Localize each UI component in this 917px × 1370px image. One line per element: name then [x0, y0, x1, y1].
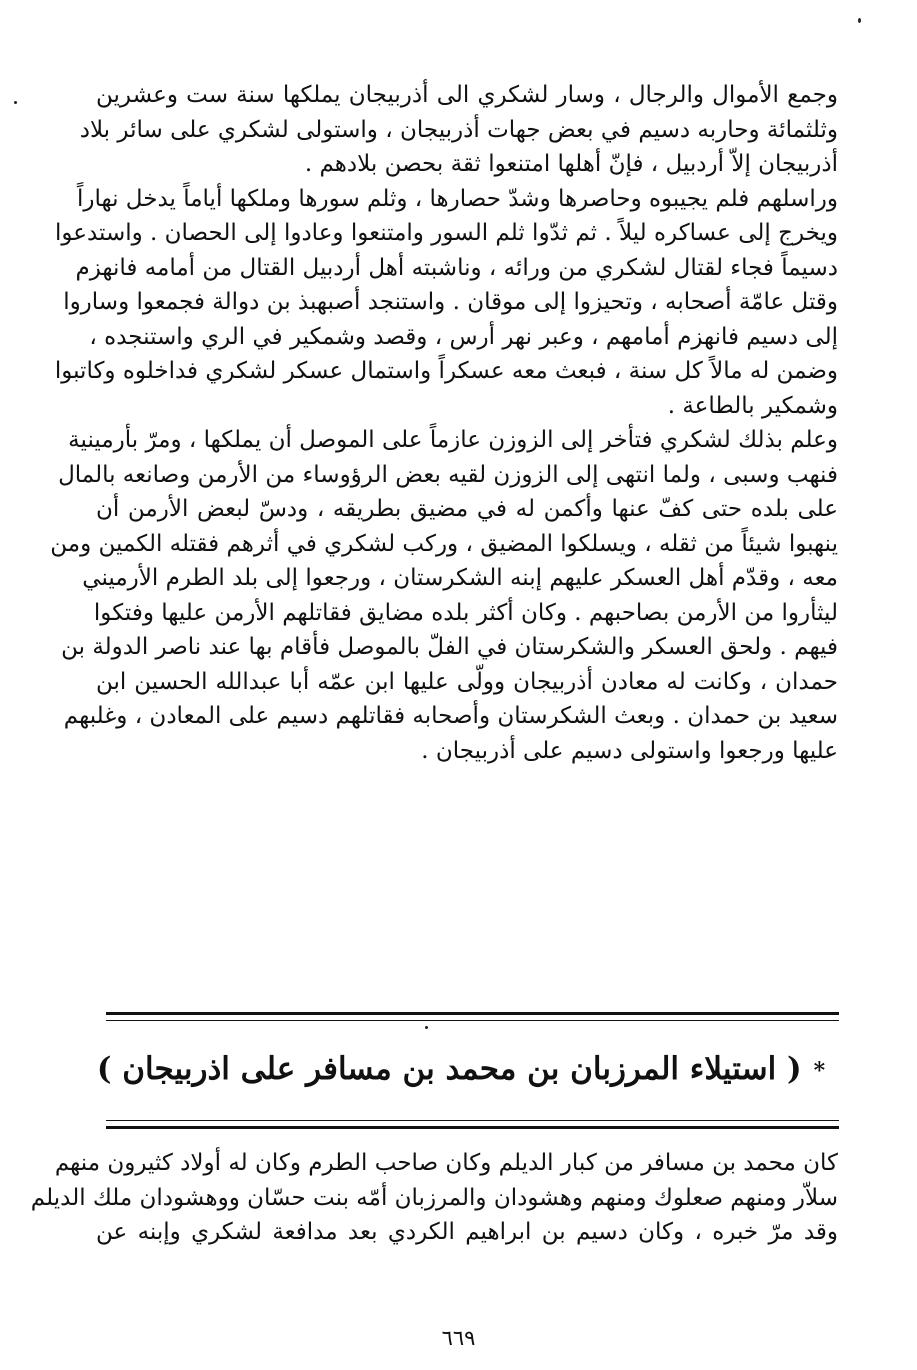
section-heading — [96, 1044, 838, 1094]
text-line: وجمع الأموال والرجال ، وسار لشكري الى أذربيجان يملكها سنة ست وعشرين — [96, 82, 838, 108]
rule-thick — [106, 1012, 839, 1015]
text-line: ليثأروا من الأرمن بصاحبهم . وكان أكثر بلده مضايق فقاتلهم الأرمن عليها وفتكوا — [93, 599, 838, 626]
text-line: دسيماً فجاء لقتال لشكري من ورائه ، وناشبته أهل أردبيل القتال من أمامه فانهزم — [75, 254, 838, 281]
text-line: وراسلهم فلم يجيبوه وحاصرها وشدّ حصارها ، وثلم سورها وملكها أياماً يدخل نهاراً — [76, 185, 838, 212]
paragraph — [54, 182, 838, 424]
heading-title: ( استيلاء المرزبان بن محمد بن مسافر على اذربيجان ) — [96, 1051, 802, 1087]
ink-speck — [14, 101, 17, 104]
paragraph — [79, 78, 838, 182]
page-number: ٦٦٩ — [441, 1326, 476, 1350]
text-line: سعيد بن حمدان . وبعث الشكرستان وأصحابه فقاتلهم دسيم على المعادن ، وغلبهم — [63, 703, 838, 729]
paragraph — [50, 423, 838, 768]
text-line: وقتل عامّة أصحابه ، وتحيزوا إلى موقان . واستنجد أصبهبذ بن دوالة فجمعوا وساروا — [63, 289, 838, 315]
text-line: وثلثمائة وحاربه دسيم في بعض جهات أذربيجان ، واستولى لشكري على سائر بلاد — [79, 116, 838, 143]
rule-thin — [106, 1020, 839, 1021]
text-line: وضمن له مالاً كل سنة ، فبعث معه عسكراً واستمال عسكر لشكري فداخلوه وكاتبوا — [54, 358, 838, 384]
text-line: وقد مرّ خبره ، وكان دسيم بن ابراهيم الكردي بعد مدافعة لشكري وإبنه عن — [96, 1219, 838, 1245]
ink-speck — [858, 18, 861, 23]
text-line: ويخرج إلى عساكره ليلاً . ثم ثدّوا ثلم السور وامتنعوا وعادوا إلى الحصان . واستدعوا — [54, 220, 838, 246]
text-line: ينهبوا شيئاً من ثقله ، ويسلكوا المضيق ، وركب لشكري في أثرهم فقتله الكمين ومن — [50, 530, 838, 557]
text-line: فنهب وسبى ، ولما انتهى إلى الزوزن لقيه بعض الرؤوساء من الأرمن وصانعه بالمال — [58, 461, 838, 488]
text-line: وعلم بذلك لشكري فتأخر إلى الزوزن عازماً على الموصل أن يملكها ، ومرّ بأرمينية — [68, 427, 838, 453]
text-line: وشمكير بالطاعة . — [667, 392, 838, 419]
text-line: فيهم . ولحق العسكر والشكرستان في الفلّ بالموصل فأقام بها عند ناصر الدولة بن — [61, 634, 838, 660]
text-line: حمدان ، وكانت له معادن أذربيجان وولّى عليها ابن عمّه أبا عبدالله الحسين ابن — [96, 668, 838, 695]
text-line: أذربيجان إلاّ أردبيل ، فإنّ أهلها امتنعوا ثقة بحصن بلادهم . — [304, 151, 838, 177]
rule-thin — [106, 1120, 839, 1121]
text-line: عليها ورجعوا واستولى دسيم على أذربيجان . — [421, 737, 838, 764]
paragraph — [30, 1146, 838, 1250]
ink-speck — [425, 1026, 428, 1029]
main-text-block — [50, 78, 838, 768]
text-line: على بلده حتى كفّ عنها وأكمن له في مضيق بطريقه ، ودسّ لبعض الأرمن أن — [96, 496, 838, 522]
star-icon: * — [813, 1057, 826, 1084]
rule-thick — [106, 1126, 839, 1129]
section-text-block — [30, 1146, 838, 1250]
text-line: إلى دسيم فانهزم أمامهم ، وعبر نهر أرس ، وقصد وشمكير في الري واستنجده ، — [89, 323, 838, 350]
text-line: معه ، وقدّم أهل العسكر عليهم إبنه الشكرستان ، ورجعوا إلى بلد الطرم الأرميني — [82, 565, 838, 591]
text-line: كان محمد بن مسافر من كبار الديلم وكان صاحب الطرم وكان له أولاد كثيرون منهم — [54, 1150, 838, 1176]
text-line: سلاّر ومنهم صعلوك ومنهم وهشودان والمرزبان أمّه بنت حسّان ووهشودان ملك الديلم — [30, 1184, 838, 1211]
